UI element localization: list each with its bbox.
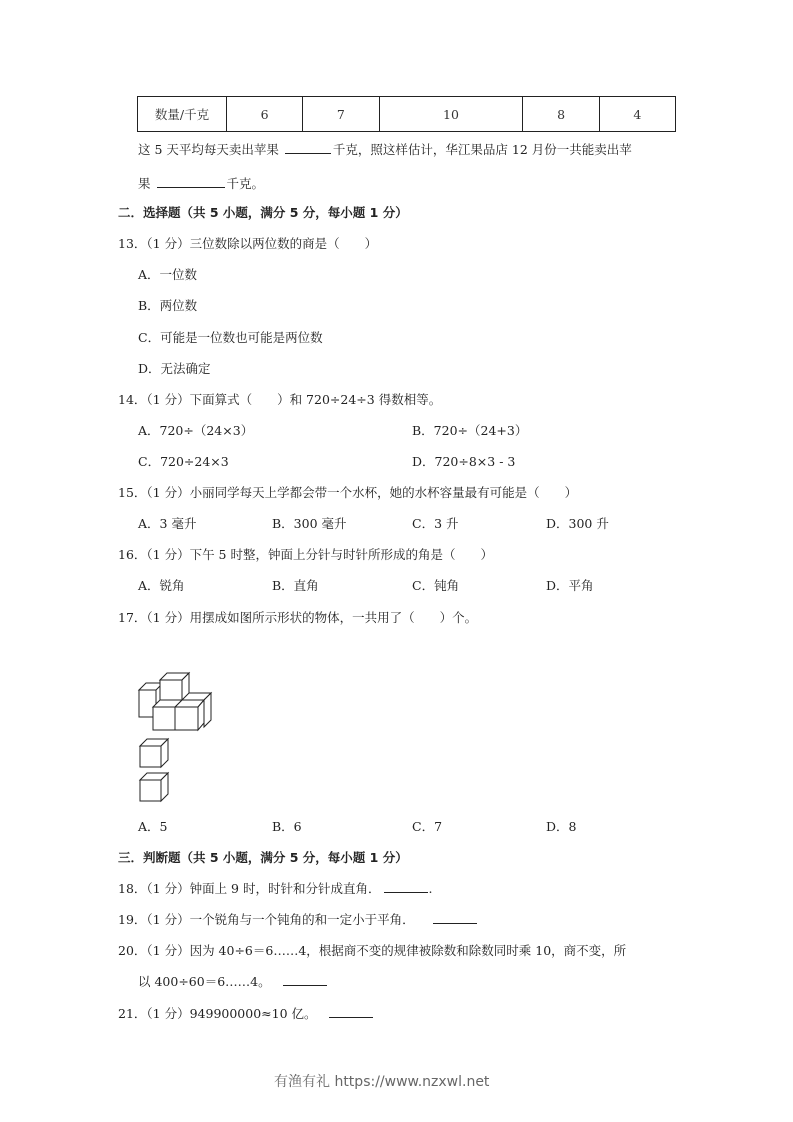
- option-a[interactable]: A．3 毫升: [138, 516, 197, 531]
- question-stem: 15．（1 分）小丽同学每天上学都会带一个水杯，她的水杯容量最有可能是（ ）: [118, 485, 578, 500]
- section-title: 二．选择题（共 5 小题，满分 5 分，每小题 1 分）: [118, 205, 408, 220]
- q12-line1: 这 5 天平均每天卖出苹果 千克，照这样估计，华江果品店 12 月份一共能卖出苹: [138, 142, 632, 157]
- option-c[interactable]: C．3 升: [412, 516, 459, 531]
- table-cell: 6: [227, 97, 303, 132]
- option-c[interactable]: C．720÷24×3: [138, 454, 229, 469]
- option-c[interactable]: C．钝角: [412, 578, 460, 593]
- question-stem: 16．（1 分）下午 5 时整，钟面上分针与时针所形成的角是（ ）: [118, 547, 493, 562]
- section-title: 三．判断题（共 5 小题，满分 5 分，每小题 1 分）: [118, 850, 408, 865]
- question-stem: 17．（1 分）用摆成如图所示形状的物体，一共用了（ ）个。: [118, 610, 478, 625]
- option-a[interactable]: A．5: [138, 819, 168, 834]
- table-cell: 10: [379, 97, 523, 132]
- option-b[interactable]: B．两位数: [138, 298, 198, 313]
- table-cell: 7: [303, 97, 379, 132]
- option-d[interactable]: D．720÷8×3 - 3: [412, 454, 516, 469]
- option-b[interactable]: B．6: [272, 819, 302, 834]
- option-d[interactable]: D．300 升: [546, 516, 609, 531]
- question-stem: 20．（1 分）因为 40÷6＝6……4，根据商不变的规律被除数和除数同时乘 10，商不变，所: [118, 943, 627, 958]
- sales-table: [137, 96, 676, 132]
- table-row: [138, 97, 676, 132]
- answer-blank[interactable]: [157, 175, 225, 188]
- answer-blank[interactable]: [283, 973, 327, 986]
- table-cell: 8: [523, 97, 599, 132]
- table-cell: 4: [599, 97, 675, 132]
- question-stem-cont: 以 400÷60＝6……4。: [138, 972, 327, 990]
- q12-line2: 果 千克。: [138, 176, 265, 191]
- cube-stack-figure: [136, 662, 216, 804]
- option-d[interactable]: D．8: [546, 819, 577, 834]
- watermark: 有渔有礼 https://www.nzxwl.net: [274, 1074, 490, 1090]
- option-b[interactable]: B．直角: [272, 578, 319, 593]
- option-c[interactable]: C．可能是一位数也可能是两位数: [138, 330, 323, 345]
- option-d[interactable]: D．无法确定: [138, 361, 211, 376]
- option-a[interactable]: A．720÷（24×3）: [138, 423, 254, 438]
- answer-blank[interactable]: [285, 141, 331, 154]
- table-header-cell: 数量/千克: [138, 97, 227, 132]
- question-stem: 14．（1 分）下面算式（ ）和 720÷24÷3 得数相等。: [118, 392, 442, 407]
- answer-blank[interactable]: [433, 911, 477, 924]
- answer-blank[interactable]: [329, 1005, 373, 1018]
- option-a[interactable]: A．一位数: [138, 267, 198, 282]
- answer-blank[interactable]: [384, 880, 428, 893]
- option-a[interactable]: A．锐角: [138, 578, 185, 593]
- option-b[interactable]: B．300 毫升: [272, 516, 347, 531]
- question-stem: 13．（1 分）三位数除以两位数的商是（ ）: [118, 236, 378, 251]
- option-b[interactable]: B．720÷（24+3）: [412, 423, 528, 438]
- option-d[interactable]: D．平角: [546, 578, 594, 593]
- option-c[interactable]: C．7: [412, 819, 443, 834]
- question-stem: 19．（1 分）一个锐角与一个钝角的和一定小于平角．: [118, 910, 477, 928]
- question-stem: 21．（1 分）949900000≈10 亿。: [118, 1004, 373, 1022]
- question-stem: 18．（1 分）钟面上 9 时，时针和分针成直角． .: [118, 881, 433, 896]
